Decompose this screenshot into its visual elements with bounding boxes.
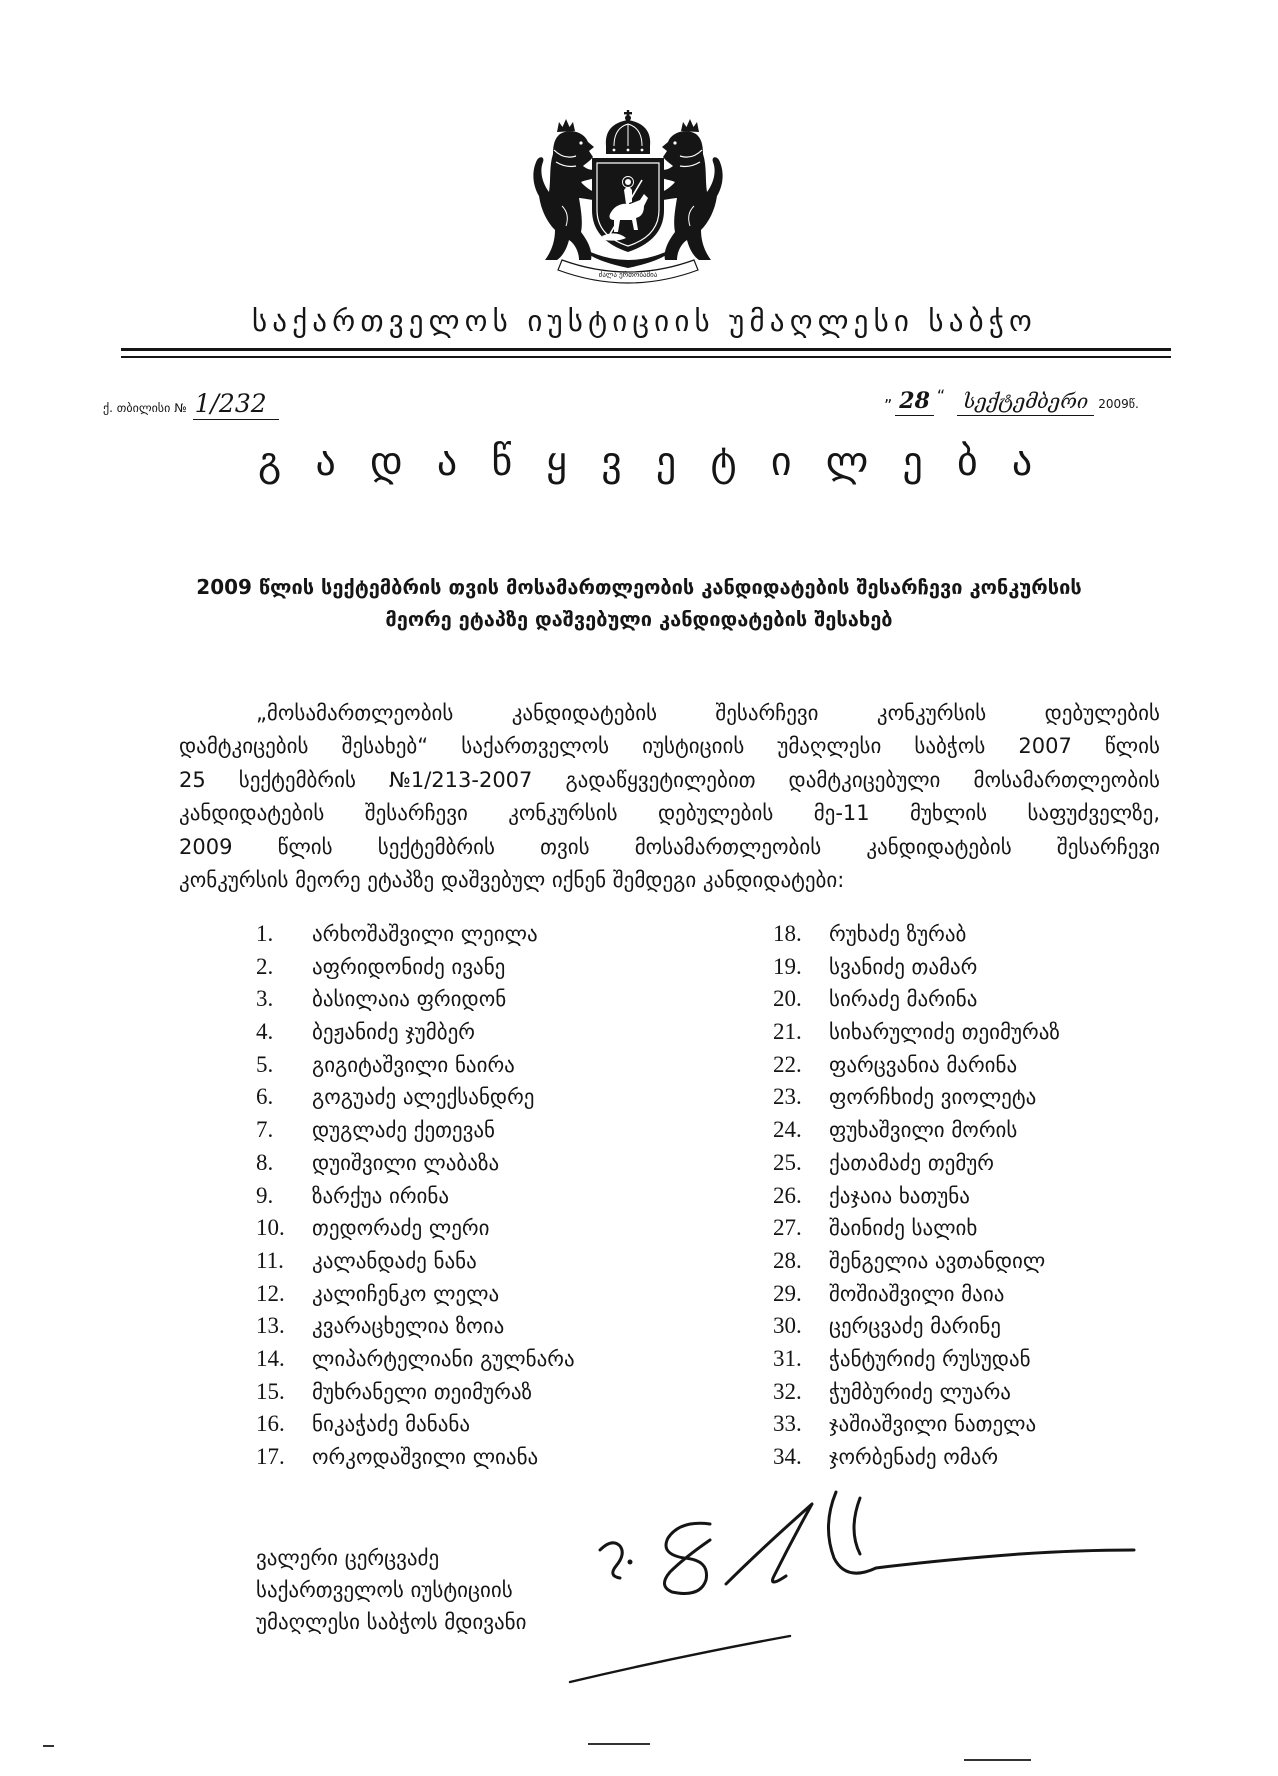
candidate-name: კალიჩენკო ლელა xyxy=(312,1281,500,1306)
candidate-name: ქაჯაია ხათუნა xyxy=(829,1183,970,1208)
candidate-number: 12. xyxy=(256,1280,285,1306)
candidate-row xyxy=(773,1376,1060,1409)
subject-line: 2009 წლის სექტემბრის თვის მოსამართლეობის კანდიდატების შესარჩევი კონკურსის xyxy=(196,575,1082,599)
candidate-row xyxy=(256,1016,575,1049)
body-line-text: დამტკიცების შესახებ“ საქართველოს იუსტიციის უმაღლესი საბჭოს 2007 წლის xyxy=(179,734,1160,759)
candidate-row xyxy=(256,1343,575,1376)
candidate-name: ჯორბენაძე ომარ xyxy=(829,1445,999,1469)
candidate-row xyxy=(256,1408,575,1441)
candidate-name: ფუხაშვილი მორის xyxy=(829,1118,1018,1143)
candidate-name: თედორაძე ლერი xyxy=(312,1216,490,1241)
candidate-name: ჭუმბურიძე ლუარა xyxy=(829,1379,1011,1404)
candidate-name: ორკოდაშვილი ლიანა xyxy=(312,1445,539,1469)
candidate-row xyxy=(773,1016,1060,1049)
crown xyxy=(606,110,650,154)
candidate-name: ბეჟანიძე ჯუმბერ xyxy=(312,1020,475,1045)
candidate-number: 27. xyxy=(773,1215,802,1241)
candidate-number: 5. xyxy=(256,1051,274,1077)
decision-body xyxy=(179,697,1160,897)
institution-name: საქართველოს იუსტიციის უმაღლესი საბჭო xyxy=(252,304,1037,338)
candidate-number: 7. xyxy=(256,1117,274,1143)
reference-label: ქ. თბილისი № xyxy=(103,401,187,415)
candidate-number: 20. xyxy=(773,986,802,1012)
candidate-name: აფრიდონიძე ივანე xyxy=(312,954,506,979)
candidate-name: ცერცვაძე მარინე xyxy=(829,1314,1001,1339)
reference-number xyxy=(103,386,279,420)
signatory-block xyxy=(256,1542,527,1638)
candidate-name: გოგუაძე ალექსანდრე xyxy=(312,1085,535,1110)
candidate-number: 29. xyxy=(773,1280,802,1306)
candidate-name: სირაძე მარინა xyxy=(829,987,978,1012)
candidate-row xyxy=(256,1441,575,1474)
candidate-row xyxy=(256,1081,575,1114)
candidate-row xyxy=(256,1114,575,1147)
date-month: სექტემბერი xyxy=(957,387,1094,416)
candidate-number: 23. xyxy=(773,1084,802,1110)
signatory-position-line-2: უმაღლესი საბჭოს მდივანი xyxy=(256,1610,527,1634)
candidate-number: 10. xyxy=(256,1215,285,1241)
candidate-number: 16. xyxy=(256,1411,285,1437)
lion-right xyxy=(657,119,723,260)
signatory-name: ვალერი ცერცვაძე xyxy=(256,1546,440,1570)
candidate-name: ნიკაჭაძე მანანა xyxy=(312,1412,471,1437)
candidate-name: ჯაშიაშვილი ნათელა xyxy=(829,1412,1037,1437)
candidate-number: 9. xyxy=(256,1182,274,1208)
candidate-number: 1. xyxy=(256,921,274,946)
handwritten-signature xyxy=(560,1480,1160,1700)
candidate-number: 28. xyxy=(773,1247,802,1273)
candidate-number: 15. xyxy=(256,1378,285,1404)
candidate-row xyxy=(773,1212,1060,1245)
candidate-number: 3. xyxy=(256,986,274,1012)
candidate-row xyxy=(773,1049,1060,1082)
date-day: 28 xyxy=(895,387,934,416)
candidate-number: 4. xyxy=(256,1019,274,1045)
shield xyxy=(592,158,664,252)
candidate-number: 14. xyxy=(256,1345,285,1371)
candidate-name: დუიშვილი ლაბაზა xyxy=(312,1150,500,1175)
candidate-name: შაინიძე სალიხ xyxy=(829,1216,978,1241)
date-close-quote: “ xyxy=(936,386,946,405)
candidate-name: ზარქუა ირინა xyxy=(312,1183,450,1208)
candidate-number: 32. xyxy=(773,1378,802,1404)
candidate-name: ჭანტურიძე რუსუდან xyxy=(829,1346,1031,1371)
candidate-row xyxy=(256,1212,575,1245)
candidate-number: 21. xyxy=(773,1019,802,1045)
candidate-row xyxy=(256,1310,575,1343)
candidate-name: სვანიძე თამარ xyxy=(829,954,978,979)
candidate-row xyxy=(773,1310,1060,1343)
candidate-row xyxy=(256,1049,575,1082)
scan-mark xyxy=(588,1743,650,1745)
candidate-number: 18. xyxy=(773,921,802,946)
candidate-name: კვარაცხელია ზოია xyxy=(312,1314,505,1339)
institution-header xyxy=(252,302,1042,340)
candidate-row xyxy=(773,1245,1060,1278)
candidate-number: 33. xyxy=(773,1411,802,1437)
body-line-text: „მოსამართლეობის კანდიდატების შესარჩევი კონკურსის დებულების xyxy=(256,701,1160,725)
lion-left xyxy=(533,119,599,260)
candidate-name: სიხარულიძე თეიმურაზ xyxy=(829,1020,1060,1045)
body-line-text: 25 სექტემბრის №1/213-2007 გადაწყვეტილებით დამტკიცებული მოსამართლეობის xyxy=(179,767,1160,792)
candidate-name: ფარცვანია მარინა xyxy=(829,1052,1018,1077)
body-line-text: კანდიდატების შესარჩევი კონკურსის დებულების მე-11 მუხლის საფუძველზე, xyxy=(179,801,1160,826)
decision-subject xyxy=(119,571,1159,635)
candidate-row xyxy=(773,1180,1060,1213)
candidate-row xyxy=(256,1180,575,1213)
candidate-number: 17. xyxy=(256,1444,285,1469)
candidate-number: 8. xyxy=(256,1149,274,1175)
body-line xyxy=(179,697,1160,730)
candidate-row xyxy=(773,1408,1060,1441)
body-line xyxy=(179,797,1160,830)
candidate-row xyxy=(773,1081,1060,1114)
candidate-row xyxy=(256,983,575,1016)
date-year: 2009წ. xyxy=(1098,397,1139,411)
candidate-name: მუხრანელი თეიმურაზ xyxy=(312,1379,533,1404)
candidates-column-1 xyxy=(256,918,575,1474)
reference-number-value: 1/232 xyxy=(193,389,279,420)
candidate-name: ბასილაია ფრიდონ xyxy=(312,987,507,1012)
candidates-column-2 xyxy=(773,918,1060,1474)
body-line xyxy=(179,730,1160,763)
candidate-name: ლიპარტელიანი გულნარა xyxy=(312,1346,575,1371)
candidate-row xyxy=(256,1376,575,1409)
signatory-position-line-1: საქართველოს იუსტიციის xyxy=(256,1578,513,1602)
candidate-name: კალანდაძე ნანა xyxy=(312,1248,477,1273)
scan-mark xyxy=(43,1745,54,1747)
candidate-row xyxy=(773,951,1060,984)
candidate-name: გიგიტაშვილი ნაირა xyxy=(312,1052,515,1077)
body-line-text: 2009 წლის სექტემბრის თვის მოსამართლეობის კანდიდატების შესარჩევი xyxy=(179,834,1160,859)
candidate-row xyxy=(256,918,575,951)
candidate-row xyxy=(256,1147,575,1180)
candidate-row xyxy=(773,1114,1060,1147)
candidate-row xyxy=(773,983,1060,1016)
candidate-row xyxy=(773,918,1060,951)
candidate-name: შენგელია ავთანდილ xyxy=(829,1248,1046,1273)
candidate-name: ფორჩხიძე ვიოლეტა xyxy=(829,1085,1037,1110)
candidate-row xyxy=(773,1441,1060,1474)
candidate-number: 25. xyxy=(773,1149,802,1175)
document-title-text: გ ა დ ა წ ყ ვ ე ტ ი ლ ე ბ ა xyxy=(258,439,1043,485)
candidate-name: არხოშაშვილი ლეილა xyxy=(312,922,538,946)
body-line xyxy=(179,864,1160,897)
candidate-number: 24. xyxy=(773,1117,802,1143)
candidate-name: შოშიაშვილი მაია xyxy=(829,1281,1005,1306)
candidate-number: 19. xyxy=(773,953,802,979)
body-line xyxy=(179,764,1160,797)
candidate-name: ქათამაძე თემურ xyxy=(829,1150,994,1175)
scan-mark xyxy=(964,1759,1031,1761)
candidate-row xyxy=(773,1147,1060,1180)
candidate-row xyxy=(256,1245,575,1278)
subject-line: მეორე ეტაპზე დაშვებული კანდიდატების შესახებ xyxy=(385,607,893,631)
candidate-number: 2. xyxy=(256,953,274,979)
candidate-number: 22. xyxy=(773,1051,802,1077)
header-rule-thick xyxy=(121,348,1171,351)
candidate-row xyxy=(256,951,575,984)
body-line xyxy=(179,831,1160,864)
date-open-quote: „ xyxy=(884,386,893,405)
candidate-row xyxy=(773,1343,1060,1376)
candidate-name: დუგლაძე ქეთევან xyxy=(312,1118,495,1143)
document-date xyxy=(884,380,1139,416)
candidate-number: 26. xyxy=(773,1182,802,1208)
motto-text: ძალა ერთობაშია xyxy=(598,271,658,279)
candidate-name: რუხაძე ზურაბ xyxy=(829,922,967,946)
candidate-number: 30. xyxy=(773,1313,802,1339)
candidate-number: 13. xyxy=(256,1313,285,1339)
candidate-row xyxy=(256,1278,575,1311)
candidate-number: 31. xyxy=(773,1345,802,1371)
candidate-number: 6. xyxy=(256,1084,274,1110)
document-title xyxy=(258,437,1048,487)
coat-of-arms xyxy=(526,110,730,288)
candidate-row xyxy=(773,1278,1060,1311)
candidate-number: 11. xyxy=(256,1247,284,1273)
body-line-text: კონკურსის მეორე ეტაპზე დაშვებულ იქნენ შემდეგი კანდიდატები: xyxy=(179,867,845,892)
header-rule-thin xyxy=(121,356,1171,358)
candidate-number: 34. xyxy=(773,1444,802,1469)
